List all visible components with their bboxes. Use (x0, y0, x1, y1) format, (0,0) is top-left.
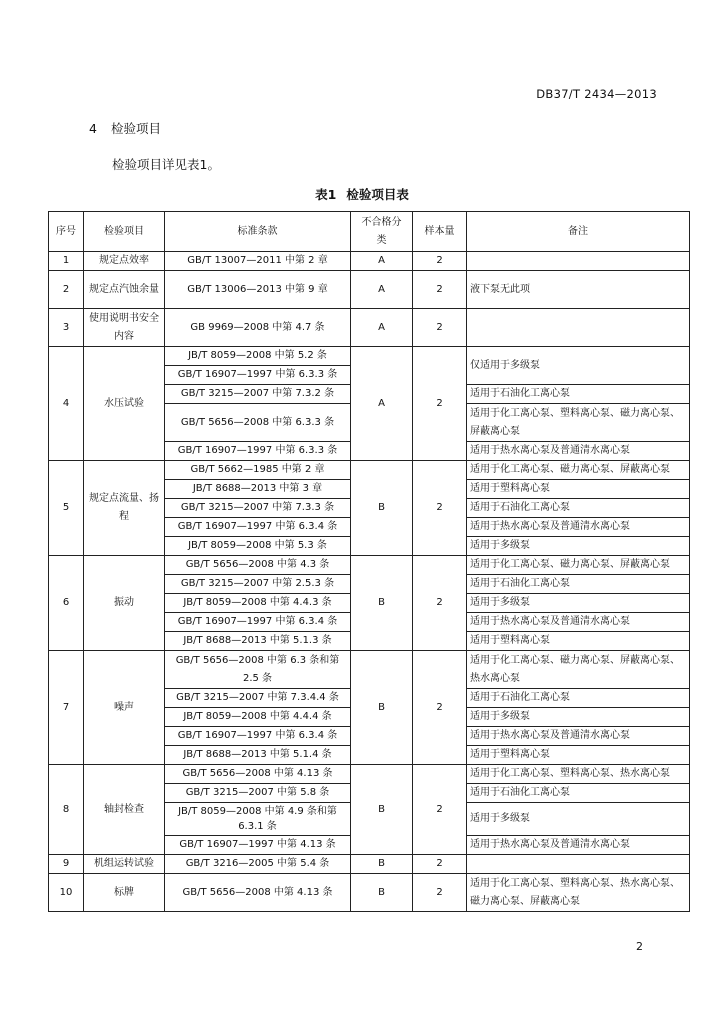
clause-cell: GB/T 13007—2011 中第 2 章 (165, 252, 351, 271)
category-cell: B (351, 556, 413, 651)
section-title: 检验项目 (110, 121, 161, 136)
category-cell: A (351, 309, 413, 347)
category-cell: B (351, 765, 413, 855)
sample-cell: 2 (413, 855, 467, 874)
remark-cell: 适用于多级泵 (467, 537, 690, 556)
header-item: 检验项目 (84, 212, 165, 252)
sample-cell: 2 (413, 309, 467, 347)
clause-cell: GB/T 16907—1997 中第 6.3.4 条 (165, 518, 351, 537)
table-caption-number: 表1 (315, 187, 337, 202)
remark-cell: 适用于多级泵 (467, 708, 690, 727)
item-cell: 噪声 (84, 651, 165, 765)
category-cell: A (351, 347, 413, 461)
remark-cell (467, 309, 690, 347)
intro-paragraph: 检验项目详见表1。 (112, 157, 220, 172)
remark-cell: 液下泵无此项 (467, 271, 690, 309)
clause-cell: GB/T 5662—1985 中第 2 章 (165, 461, 351, 480)
remark-cell: 适用于热水离心泵及普通清水离心泵 (467, 518, 690, 537)
sample-cell: 2 (413, 252, 467, 271)
clause-cell: GB/T 3215—2007 中第 7.3.3 条 (165, 499, 351, 518)
remark-cell: 适用于化工离心泵、塑料离心泵、磁力离心泵、屏蔽离心泵 (467, 404, 690, 442)
clause-cell: GB/T 16907—1997 中第 4.13 条 (165, 836, 351, 855)
remark-cell: 适用于石油化工离心泵 (467, 575, 690, 594)
remark-cell: 适用于化工离心泵、磁力离心泵、屏蔽离心泵 (467, 461, 690, 480)
clause-cell: GB/T 16907—1997 中第 6.3.4 条 (165, 727, 351, 746)
standard-code: DB37/T 2434—2013 (536, 87, 657, 101)
category-cell: A (351, 252, 413, 271)
table-header-row (49, 212, 690, 252)
clause-cell: GB/T 3215—2007 中第 7.3.4.4 条 (165, 689, 351, 708)
item-cell: 规定点效率 (84, 252, 165, 271)
clause-cell: GB/T 5656—2008 中第 4.13 条 (165, 874, 351, 912)
seq-cell: 2 (49, 271, 84, 309)
seq-cell: 3 (49, 309, 84, 347)
remark-cell: 适用于石油化工离心泵 (467, 784, 690, 803)
remark-cell (467, 855, 690, 874)
remark-cell: 适用于化工离心泵、塑料离心泵、热水离心泵 (467, 765, 690, 784)
sample-cell: 2 (413, 765, 467, 855)
seq-cell: 8 (49, 765, 84, 855)
remark-cell: 适用于石油化工离心泵 (467, 689, 690, 708)
remark-cell: 适用于多级泵 (467, 803, 690, 836)
clause-cell: GB/T 13006—2013 中第 9 章 (165, 271, 351, 309)
table-row (49, 271, 690, 309)
sample-cell: 2 (413, 556, 467, 651)
remark-cell (467, 252, 690, 271)
table-row (49, 347, 690, 366)
category-cell: B (351, 651, 413, 765)
clause-cell: GB/T 3215—2007 中第 5.8 条 (165, 784, 351, 803)
remark-cell: 适用于热水离心泵及普通清水离心泵 (467, 442, 690, 461)
remark-cell: 适用于石油化工离心泵 (467, 385, 690, 404)
seq-cell: 10 (49, 874, 84, 912)
clause-cell: JB/T 8059—2008 中第 4.4.4 条 (165, 708, 351, 727)
item-cell: 机组运转试验 (84, 855, 165, 874)
clause-cell: GB/T 3216—2005 中第 5.4 条 (165, 855, 351, 874)
sample-cell: 2 (413, 347, 467, 461)
table-row (49, 252, 690, 271)
seq-cell: 4 (49, 347, 84, 461)
table-row (49, 556, 690, 575)
remark-cell: 适用于化工离心泵、磁力离心泵、屏蔽离心泵 (467, 556, 690, 575)
table-row (49, 765, 690, 784)
table-row (49, 874, 690, 912)
clause-cell: GB/T 5656—2008 中第 6.3.3 条 (165, 404, 351, 442)
clause-cell: GB 9969—2008 中第 4.7 条 (165, 309, 351, 347)
table-caption (0, 185, 724, 203)
table-row (49, 309, 690, 347)
remark-cell: 适用于化工离心泵、磁力离心泵、屏蔽离心泵、热水离心泵 (467, 651, 690, 689)
clause-cell: JB/T 8059—2008 中第 5.3 条 (165, 537, 351, 556)
category-cell: A (351, 271, 413, 309)
clause-cell: JB/T 8688—2013 中第 5.1.4 条 (165, 746, 351, 765)
remark-cell: 适用于热水离心泵及普通清水离心泵 (467, 727, 690, 746)
category-cell: B (351, 461, 413, 556)
seq-cell: 1 (49, 252, 84, 271)
remark-cell: 适用于热水离心泵及普通清水离心泵 (467, 836, 690, 855)
header-clause: 标准条款 (165, 212, 351, 252)
table-row (49, 461, 690, 480)
table-row (49, 651, 690, 689)
table-row (49, 855, 690, 874)
clause-cell: JB/T 8059—2008 中第 4.4.3 条 (165, 594, 351, 613)
clause-cell: GB/T 5656—2008 中第 4.13 条 (165, 765, 351, 784)
item-cell: 标牌 (84, 874, 165, 912)
seq-cell: 7 (49, 651, 84, 765)
header-sample: 样本量 (413, 212, 467, 252)
sample-cell: 2 (413, 651, 467, 765)
clause-cell: JB/T 8688—2013 中第 3 章 (165, 480, 351, 499)
clause-cell: GB/T 5656—2008 中第 6.3 条和第 2.5 条 (165, 651, 351, 689)
item-cell: 规定点汽蚀余量 (84, 271, 165, 309)
sample-cell: 2 (413, 271, 467, 309)
sample-cell: 2 (413, 874, 467, 912)
header-remark: 备注 (467, 212, 690, 252)
clause-cell: JB/T 8059—2008 中第 5.2 条 (165, 347, 351, 366)
header-seq: 序号 (49, 212, 84, 252)
remark-cell: 适用于石油化工离心泵 (467, 499, 690, 518)
item-cell: 使用说明书安全内容 (84, 309, 165, 347)
page-number: 2 (636, 940, 643, 953)
item-cell: 振动 (84, 556, 165, 651)
inspection-items-table (48, 211, 690, 912)
category-cell: B (351, 855, 413, 874)
clause-cell: GB/T 3215—2007 中第 2.5.3 条 (165, 575, 351, 594)
clause-cell: GB/T 16907—1997 中第 6.3.3 条 (165, 442, 351, 461)
remark-cell: 适用于塑料离心泵 (467, 746, 690, 765)
clause-cell: GB/T 16907—1997 中第 6.3.3 条 (165, 366, 351, 385)
remark-cell: 适用于化工离心泵、塑料离心泵、热水离心泵、磁力离心泵、屏蔽离心泵 (467, 874, 690, 912)
section-number: 4 (89, 121, 97, 136)
remark-cell: 适用于塑料离心泵 (467, 480, 690, 499)
item-cell: 水压试验 (84, 347, 165, 461)
seq-cell: 6 (49, 556, 84, 651)
seq-cell: 9 (49, 855, 84, 874)
seq-cell: 5 (49, 461, 84, 556)
clause-cell: GB/T 5656—2008 中第 4.3 条 (165, 556, 351, 575)
remark-cell: 仅适用于多级泵 (467, 347, 690, 385)
remark-cell: 适用于塑料离心泵 (467, 632, 690, 651)
clause-cell: GB/T 16907—1997 中第 6.3.4 条 (165, 613, 351, 632)
remark-cell: 适用于多级泵 (467, 594, 690, 613)
clause-cell: JB/T 8059—2008 中第 4.9 条和第 6.3.1 条 (165, 803, 351, 836)
sample-cell: 2 (413, 461, 467, 556)
item-cell: 规定点流量、扬程 (84, 461, 165, 556)
remark-cell: 适用于热水离心泵及普通清水离心泵 (467, 613, 690, 632)
item-cell: 轴封检查 (84, 765, 165, 855)
header-category: 不合格分类 (351, 212, 413, 252)
clause-cell: GB/T 3215—2007 中第 7.3.2 条 (165, 385, 351, 404)
section-heading (89, 119, 161, 137)
table-caption-title: 检验项目表 (346, 187, 409, 202)
category-cell: B (351, 874, 413, 912)
clause-cell: JB/T 8688—2013 中第 5.1.3 条 (165, 632, 351, 651)
